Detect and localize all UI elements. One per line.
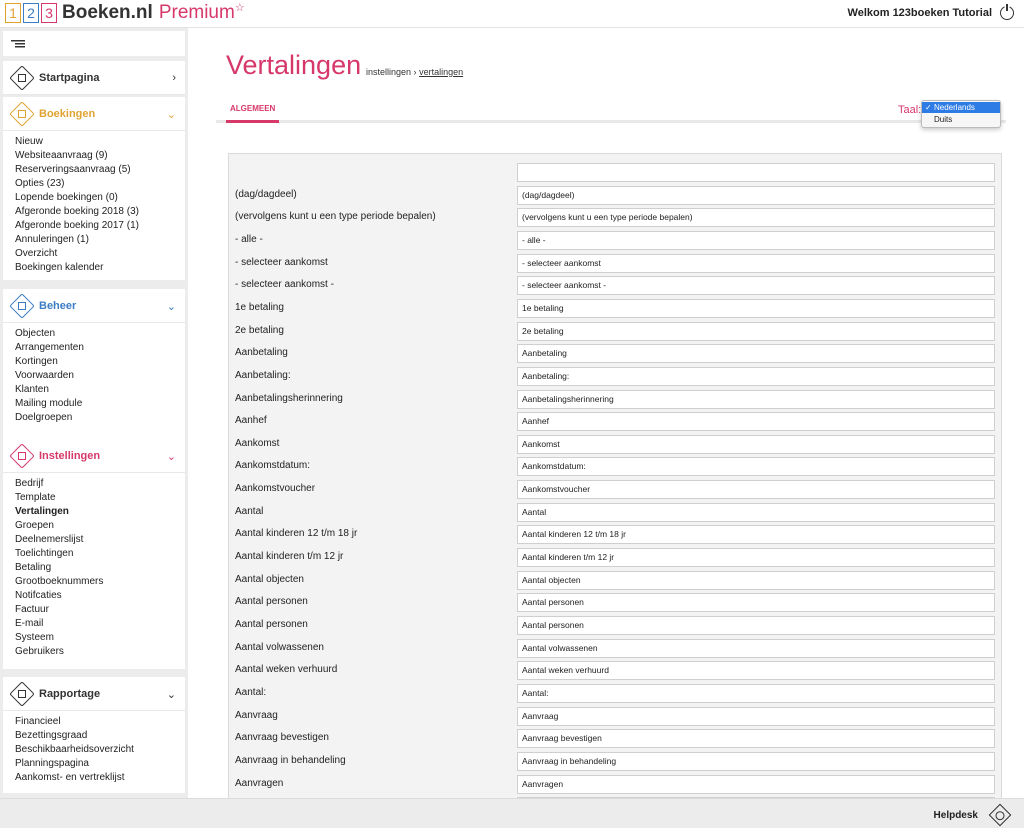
translation-row	[229, 773, 1003, 796]
footer	[0, 798, 1024, 828]
sidebar-item-factuur[interactable]: Factuur	[15, 604, 49, 615]
translation-row	[229, 297, 1003, 320]
sidebar-title: Boekingen	[39, 108, 96, 120]
translation-input[interactable]: Aankomstvoucher	[517, 480, 995, 499]
translation-row	[229, 410, 1003, 433]
translation-row	[229, 523, 1003, 546]
sidebar-item-overzicht[interactable]: Overzicht	[15, 248, 58, 259]
breadcrumb-parent[interactable]: instellingen	[366, 67, 412, 77]
translation-input[interactable]: (vervolgens kunt u een type periode bepalen)	[517, 208, 995, 227]
sidebar-header-boekingen[interactable]	[3, 97, 185, 131]
taal-option-duits[interactable]	[922, 114, 1000, 125]
logo-premium: Premium	[158, 2, 235, 23]
translation-input[interactable]: Aantal objecten	[517, 571, 995, 590]
translation-row	[229, 591, 1003, 614]
sidebar-item-afgeronde-2018[interactable]: Afgeronde boeking 2018 (3)	[15, 206, 139, 217]
translation-row	[229, 274, 1003, 297]
sidebar-item-opties[interactable]: Opties (23)	[15, 178, 65, 189]
translation-key-label: Aankomstvoucher	[235, 483, 316, 495]
translation-key-label: - alle -	[235, 233, 263, 245]
translation-key-label: Aankomst	[235, 437, 280, 449]
translations-panel	[228, 153, 1002, 798]
tab-algemeen[interactable]: ALGEMEEN	[226, 102, 279, 123]
helpdesk-link[interactable]: Helpdesk	[933, 810, 978, 821]
translation-input[interactable]: Aankomstdatum:	[517, 457, 995, 476]
sidebar-header-instellingen[interactable]	[3, 439, 185, 473]
sidebar-item-kortingen[interactable]: Kortingen	[15, 356, 58, 367]
translation-key-label: Aantal volwassenen	[235, 641, 324, 653]
translation-input[interactable]: Aanbetaling:	[517, 367, 995, 386]
page-title: Vertalingen	[226, 50, 362, 80]
taal-option-label: Nederlands	[934, 103, 975, 112]
chevron-down-icon: ⌄	[166, 109, 176, 121]
translation-key-label: Aanvraag	[235, 709, 278, 721]
translation-input[interactable]: Aantal kinderen 12 t/m 18 jr	[517, 525, 995, 544]
translation-input[interactable]: - selecteer aankomst	[517, 254, 995, 273]
sidebar-item-grootboeknummers[interactable]: Grootboeknummers	[15, 576, 104, 587]
sidebar-item-e-mail[interactable]: E-mail	[15, 618, 44, 629]
sidebar-title: Instellingen	[39, 450, 101, 462]
sidebar-items-instellingen	[3, 473, 185, 667]
translation-row	[229, 727, 1003, 750]
sidebar-items-boekingen	[3, 131, 185, 283]
translation-row	[229, 501, 1003, 524]
logo-digit-1: 1	[5, 3, 21, 23]
translation-key-label: Aantal personen	[235, 619, 308, 630]
sidebar-item-template[interactable]: Template	[15, 492, 56, 503]
translation-input[interactable]: Aantal weken verhuurd	[517, 661, 995, 680]
translation-key-label: Aankomstdatum:	[235, 460, 311, 472]
sidebar-items-beheer	[3, 323, 185, 433]
translation-row	[229, 433, 1003, 456]
translation-key-label: Aanbetalingsherinnering	[235, 392, 343, 404]
translation-row	[229, 546, 1003, 569]
sidebar-items-rapportage	[3, 711, 185, 793]
translation-input[interactable]: Aanhef	[517, 412, 995, 431]
collapse-menu-icon	[11, 40, 25, 48]
translation-key-label: (vervolgens kunt u een type periode bepalen)	[235, 211, 436, 223]
translation-row	[229, 184, 1003, 207]
translation-key-label: Aantal objecten	[235, 573, 304, 585]
translation-row	[229, 569, 1003, 592]
sidebar-item-objecten[interactable]: Objecten	[15, 328, 56, 339]
sidebar-title: Beheer	[39, 300, 77, 312]
translation-input[interactable]: Aanvragen	[517, 775, 995, 794]
sidebar-item-aankomst-vertreklijst[interactable]: Aankomst- en vertreklijst	[15, 772, 125, 783]
breadcrumb-current[interactable]: vertalingen	[419, 67, 464, 77]
translation-input[interactable]: Aanvraag bevestigen	[517, 729, 995, 748]
sidebar-title: Rapportage	[39, 688, 101, 700]
translation-key-label: Aanhef	[235, 415, 267, 427]
breadcrumb-separator: ›	[413, 67, 417, 77]
sidebar-item-boekingen-kalender[interactable]: Boekingen kalender	[15, 262, 104, 273]
taal-label: Taal:	[898, 104, 922, 116]
translation-input[interactable]: Aantal personen	[517, 593, 995, 612]
sidebar-item-reserveringsaanvraag[interactable]: Reserveringsaanvraag (5)	[15, 164, 131, 175]
translation-key-label: Aantal kinderen t/m 12 jr	[235, 551, 344, 563]
translation-key-label: Aantal weken verhuurd	[235, 664, 338, 676]
translation-key-label: Aanvraag bevestigen	[235, 732, 329, 744]
chevron-down-icon: ⌄	[166, 451, 176, 463]
chevron-down-icon: ⌄	[166, 689, 176, 701]
breadcrumb	[366, 67, 463, 77]
main-content	[188, 28, 1024, 798]
translation-row	[229, 455, 1003, 478]
translation-row	[229, 320, 1003, 343]
translation-row	[229, 161, 1003, 184]
star-icon: ☆	[234, 1, 245, 14]
translation-input[interactable]: Aantal kinderen t/m 12 jr	[517, 548, 995, 567]
sidebar-item-groepen[interactable]: Groepen	[15, 520, 54, 531]
taal-select[interactable]	[921, 100, 1001, 128]
translation-row	[229, 365, 1003, 388]
translation-row	[229, 614, 1003, 637]
translation-input[interactable]: Aantal personen	[517, 616, 995, 635]
sidebar-item-websiteaanvraag[interactable]: Websiteaanvraag (9)	[15, 150, 108, 161]
translation-input[interactable]: Aantal	[517, 503, 995, 522]
sidebar-item-nieuw[interactable]: Nieuw	[15, 136, 43, 147]
top-bar	[0, 0, 1024, 28]
sidebar-item-lopende-boekingen[interactable]: Lopende boekingen (0)	[15, 192, 118, 203]
sidebar-title: Startpagina	[39, 72, 100, 84]
sidebar-item-afgeronde-2017[interactable]: Afgeronde boeking 2017 (1)	[15, 220, 139, 231]
translation-row	[229, 637, 1003, 660]
translation-row	[229, 388, 1003, 411]
taal-option-label: Duits	[934, 115, 953, 124]
translation-input[interactable]: (dag/dagdeel)	[517, 186, 995, 205]
sidebar-item-arrangementen[interactable]: Arrangementen	[15, 342, 84, 353]
chevron-right-icon: ›	[172, 72, 176, 84]
translation-input[interactable]: Aanvraag	[517, 707, 995, 726]
chart-icon	[9, 681, 34, 706]
sidebar-item-mailing-module[interactable]: Mailing module	[15, 398, 83, 409]
home-icon	[9, 65, 34, 90]
sidebar-item-betaling[interactable]: Betaling	[15, 562, 52, 573]
sidebar	[0, 28, 188, 798]
translation-key-label: (dag/dagdeel)	[235, 188, 297, 200]
translation-key-label: Aantal kinderen 12 t/m 18 jr	[235, 528, 358, 540]
translation-input[interactable]: - selecteer aankomst -	[517, 276, 995, 295]
translation-key-label: Aanbetaling	[235, 347, 288, 359]
translation-row	[229, 705, 1003, 728]
sidebar-item-bezettingsgraad[interactable]: Bezettingsgraad	[15, 730, 88, 741]
sidebar-header-startpagina[interactable]	[3, 61, 185, 95]
sidebar-section-rapportage	[3, 677, 185, 793]
translation-key-label: Aantal personen	[235, 596, 308, 608]
sidebar-header-beheer[interactable]	[3, 289, 185, 323]
sidebar-item-beschikbaarheidsoverzicht[interactable]: Beschikbaarheidsoverzicht	[15, 744, 134, 755]
translation-key-label: Aanbetaling:	[235, 369, 291, 381]
sidebar-section-instellingen	[3, 439, 185, 669]
translation-input[interactable]: 2e betaling	[517, 322, 995, 341]
translation-input[interactable]: Aanbetaling	[517, 344, 995, 363]
sidebar-item-notifcaties[interactable]: Notifcaties	[15, 590, 62, 601]
translation-row	[229, 478, 1003, 501]
translation-input[interactable]: Aantal:	[517, 684, 995, 703]
translation-row	[229, 682, 1003, 705]
sidebar-item-annuleringen[interactable]: Annuleringen (1)	[15, 234, 89, 245]
logo-digit-3: 3	[41, 3, 57, 23]
sidebar-section-beheer	[3, 289, 185, 453]
sidebar-item-klanten[interactable]: Klanten	[15, 384, 49, 395]
translation-key-label: Aantal	[235, 505, 264, 517]
logo-name: Boeken.nl	[62, 2, 153, 23]
translation-input[interactable]: 1e betaling	[517, 299, 995, 318]
translation-input[interactable]: Aantal volwassenen	[517, 639, 995, 658]
sidebar-item-voorwaarden[interactable]: Voorwaarden	[15, 370, 74, 381]
checkmark-icon: ✓	[925, 103, 932, 112]
translation-row	[229, 750, 1003, 773]
sidebar-item-doelgroepen[interactable]: Doelgroepen	[15, 412, 73, 423]
sidebar-item-vertalingen[interactable]: Vertalingen	[15, 506, 69, 517]
translation-input[interactable]: Aankomst	[517, 435, 995, 454]
sidebar-item-systeem[interactable]: Systeem	[15, 632, 54, 643]
chevron-down-icon: ⌄	[166, 301, 176, 313]
translation-row	[229, 206, 1003, 229]
translation-input[interactable]	[517, 163, 995, 182]
sidebar-item-planningspagina[interactable]: Planningspagina	[15, 758, 89, 769]
sidebar-item-deelnemerslijst[interactable]: Deelnemerslijst	[15, 534, 84, 545]
translation-key-label: - selecteer aankomst -	[235, 279, 334, 291]
translation-row	[229, 229, 1003, 252]
calendar-icon	[9, 101, 34, 126]
tab-bar	[216, 120, 1006, 123]
translation-key-label: - selecteer aankomst	[235, 256, 328, 268]
settings-sliders-icon	[9, 443, 34, 468]
translation-input[interactable]: - alle -	[517, 231, 995, 250]
sidebar-header-rapportage[interactable]	[3, 677, 185, 711]
logo-digit-2: 2	[23, 3, 39, 23]
logo[interactable]	[5, 2, 245, 24]
translation-key-label: Aantal:	[235, 686, 267, 698]
sidebar-item-gebruikers[interactable]: Gebruikers	[15, 646, 64, 657]
translation-row	[229, 252, 1003, 275]
help-icon[interactable]	[989, 804, 1012, 827]
translation-key-label: Aanvragen	[235, 777, 284, 789]
welcome-text: Welkom 123boeken Tutorial	[847, 7, 992, 19]
translation-input[interactable]: Aanbetalingsherinnering	[517, 390, 995, 409]
grid-icon	[9, 293, 34, 318]
sidebar-section-startpagina	[3, 61, 185, 95]
sidebar-item-bedrijf[interactable]: Bedrijf	[15, 478, 44, 489]
sidebar-item-financieel[interactable]: Financieel	[15, 716, 61, 727]
translation-row	[229, 659, 1003, 682]
taal-option-nederlands[interactable]	[922, 102, 1000, 113]
translation-row	[229, 342, 1003, 365]
translation-key-label: 2e betaling	[235, 324, 284, 336]
sidebar-item-toelichtingen[interactable]: Toelichtingen	[15, 548, 74, 559]
menu-toggle-button[interactable]	[3, 31, 185, 56]
translation-key-label: 1e betaling	[235, 301, 284, 313]
sidebar-section-boekingen	[3, 97, 185, 280]
power-icon[interactable]	[1000, 6, 1014, 20]
translation-key-label: Aanvraag in behandeling	[235, 754, 346, 766]
translation-input[interactable]: Aanvraag in behandeling	[517, 752, 995, 771]
